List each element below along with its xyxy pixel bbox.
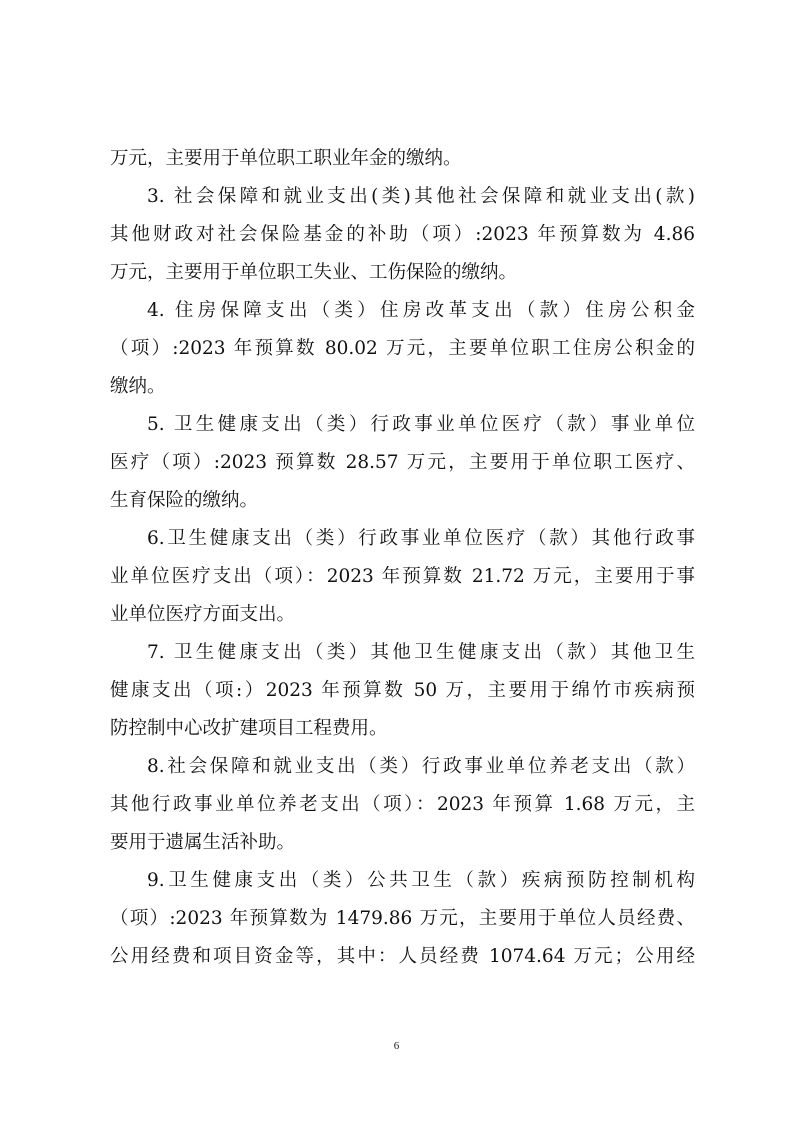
paragraph xyxy=(110,140,695,178)
paragraph-item-6 xyxy=(110,520,695,634)
text-line: 其他行政事业单位养老支出（项）：2023 年预算 1.68 万元，主 xyxy=(110,794,695,815)
text-line: 8.社会保障和就业支出（类）行政事业单位养老支出（款） xyxy=(147,756,695,777)
text-line: 6.卫生健康支出（类）行政事业单位医疗（款）其他行政事 xyxy=(147,528,695,549)
page-number: 6 xyxy=(393,1040,400,1052)
text-line: 医疗（项）:2023 预算数 28.57 万元，主要用于单位职工医疗、 xyxy=(110,452,695,473)
text-line: 防控制中心改扩建项目工程费用。 xyxy=(110,718,388,739)
text-line: 万元，主要用于单位职工失业、工伤保险的缴纳。 xyxy=(110,262,518,283)
paragraph-item-8 xyxy=(110,748,695,862)
text-line: 缴纳。 xyxy=(110,376,166,397)
text-line: 3. 社会保障和就业支出(类)其他社会保障和就业支出(款) xyxy=(147,186,695,207)
paragraph-item-5 xyxy=(110,406,695,520)
text-line: 7. 卫生健康支出（类）其他卫生健康支出（款）其他卫生 xyxy=(147,642,695,663)
document-body xyxy=(110,140,695,976)
text-line: 其他财政对社会保险基金的补助（项）:2023 年预算数为 4.86 xyxy=(110,224,695,245)
text-line: （项）:2023 年预算数 80.02 万元，主要单位职工住房公积金的 xyxy=(110,338,695,359)
paragraph-item-4 xyxy=(110,292,695,406)
text-line: （项）:2023 年预算数为 1479.86 万元，主要用于单位人员经费、 xyxy=(110,908,695,929)
text-line: 业单位医疗支出（项）：2023 年预算数 21.72 万元，主要用于事 xyxy=(110,566,695,587)
text-line: 公用经费和项目资金等，其中：人员经费 1074.64 万元；公用经 xyxy=(110,946,695,967)
text-line: 万元，主要用于单位职工职业年金的缴纳。 xyxy=(110,148,462,169)
paragraph-item-7 xyxy=(110,634,695,748)
text-line: 要用于遗属生活补助。 xyxy=(110,832,296,853)
text-line: 健康支出（项:）2023 年预算数 50 万，主要用于绵竹市疾病预 xyxy=(110,680,695,701)
text-line: 9.卫生健康支出（类）公共卫生（款）疾病预防控制机构 xyxy=(147,870,695,891)
paragraph-item-9 xyxy=(110,862,695,976)
text-line: 生育保险的缴纳。 xyxy=(110,490,259,511)
text-line: 5. 卫生健康支出（类）行政事业单位医疗（款）事业单位 xyxy=(147,414,695,435)
text-line: 业单位医疗方面支出。 xyxy=(110,604,296,625)
text-line: 4. 住房保障支出（类）住房改革支出（款）住房公积金 xyxy=(147,300,695,321)
paragraph-item-3 xyxy=(110,178,695,292)
